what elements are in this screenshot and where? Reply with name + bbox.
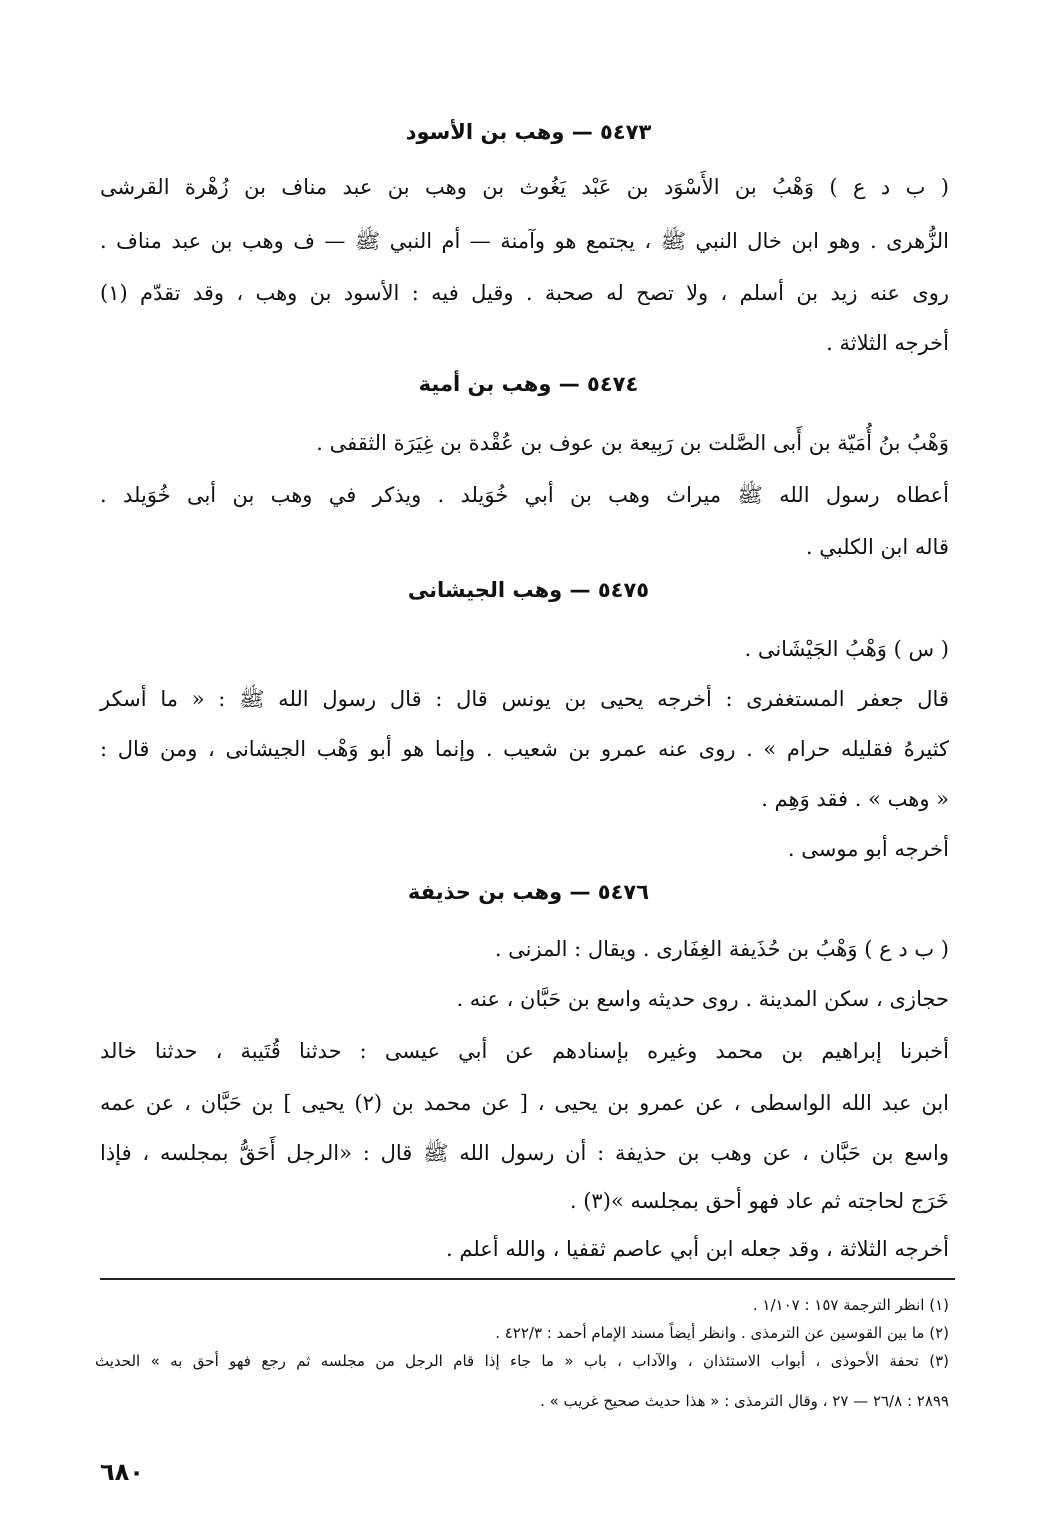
text-line: وَهْبُ بنُ أُمَيّة بن أَبى الصَّلت بن رَبِيعة بن عوف بن عُقْدة بن غِيَرَة الثقفى .: [316, 431, 949, 455]
entry-heading: ٥٤٧٣ — وهب بن الأسود: [405, 120, 652, 144]
text-line: خَرَج لحاجته ثم عاد فهو أحق بمجلسه »(٣) .: [569, 1189, 949, 1213]
text-line: كثيرهُ فقليله حرام » . روى عنه عمرو بن شعيب . وإنما هو أبو وَهْب الجيشانى ، ومن قال :: [100, 737, 949, 761]
page-number: ٦٨٠: [100, 1458, 144, 1486]
text-line: ابن عبد الله الواسطى ، عن عمرو بن يحيى ، [ عن محمد بن (٢) يحيى ] بن حَبَّان ، عن عمه: [100, 1091, 949, 1115]
text-line: أخبرنا إبراهيم بن محمد وغيره بإسنادهم عن أبي عيسى : حدثنا قُتَيبة ، حدثنا خالد: [100, 1039, 949, 1063]
text-line: قال جعفر المستغفرى : أخرجه يحيى بن يونس قال : قال رسول الله ﷺ : « ما أسكر: [100, 687, 949, 711]
text-line: الزُّهرى . وهو ابن خال النبي ﷺ ، يجتمع هو وآمنة — أم النبي ﷺ — ف وهب بن عبد مناف .: [100, 229, 949, 253]
text-line: أخرجه الثلاثة ، وقد جعله ابن أبي عاصم ثقفيا ، والله أعلم .: [446, 1237, 949, 1261]
text-line: « وهب » . فقد وَهِم .: [761, 787, 949, 811]
footnote-divider: [100, 1278, 955, 1280]
footnote: (١) انظر الترجمة ١٥٧ : ١/١٠٧ .: [752, 1296, 949, 1314]
text-line: حجازى ، سكن المدينة . روى حديثه واسع بن حَبَّان ، عنه .: [456, 987, 949, 1011]
footnote: ٢٨٩٩ : ٢٦/٨ — ٢٧ ، وقال الترمذى : « هذا حديث صحيح غريب » .: [540, 1392, 949, 1410]
text-line: أخرجه أبو موسى .: [787, 837, 949, 861]
entry-heading: ٥٤٧٤ — وهب بن أمية: [418, 372, 639, 396]
text-line: روى عنه زيد بن أسلم ، ولا تصح له صحبة . وقيل فيه : الأسود بن وهب ، وقد تقدّم (١): [100, 281, 949, 305]
text-line: أخرجه الثلاثة .: [826, 331, 949, 355]
footnote: (٢) ما بين القوسين عن الترمذى . وانظر أيضاً مسند الإمام أحمد : ٤٢٢/٣ .: [495, 1324, 949, 1342]
text-line: ( س ) وَهْبُ الجَيْشَانى .: [744, 637, 949, 661]
entry-heading: ٥٤٧٥ — وهب الجيشانى: [407, 578, 650, 602]
entry-heading: ٥٤٧٦ — وهب بن حذيفة: [407, 880, 650, 904]
text-line: واسع بن حَبَّان ، عن وهب بن حذيفة : أن رسول الله ﷺ قال : «الرجل أَحَقُّ بمجلسه ، فإذا: [100, 1141, 949, 1165]
footnote: (٣) تحفة الأحوذى ، أبواب الاستئذان ، والآداب ، باب « ما جاء إذا قام الرجل من مجلسه ثم رجع فهو أحق به » الحديث: [95, 1352, 949, 1370]
text-line: ( ب د ع ) وَهْبُ بن حُذَيفة الغِفَارى . ويقال : المزنى .: [494, 937, 949, 961]
text-line: قاله ابن الكلبي .: [805, 535, 949, 559]
text-line: أعطاه رسول الله ﷺ ميراث وهب بن أبي خُوَيلد . ويذكر في وهب بن أبى خُوَيلد .: [100, 483, 949, 507]
text-line: ( ب د ع ) وَهْبُ بن الأَسْوَد بن عَبْد يَغُوث بن وهب بن عبد مناف بن زُهْرة القرشى: [100, 175, 949, 199]
